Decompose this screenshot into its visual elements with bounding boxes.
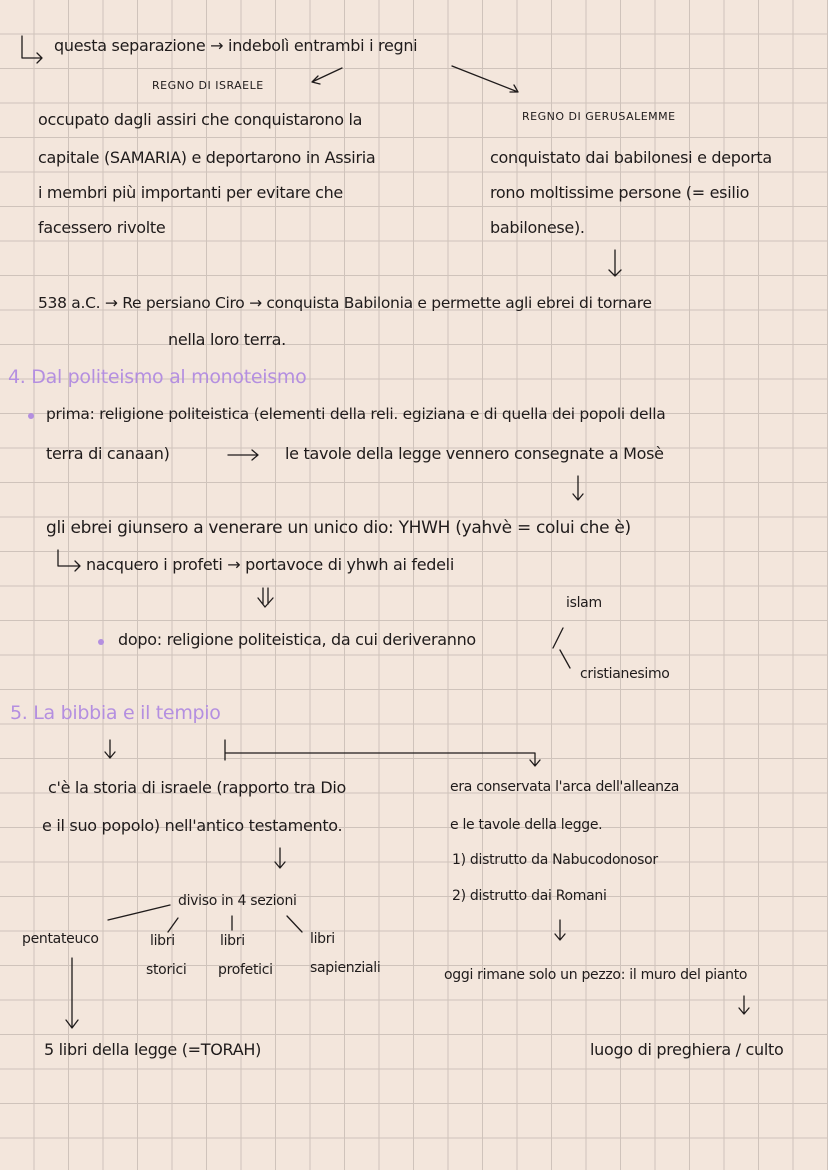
gerusalemme-line-2: rono moltissime persone (= esilio	[490, 183, 750, 202]
israele-line-2: capitale (SAMARIA) e deportarono in Assiria	[38, 148, 376, 167]
prima-line-2b: le tavole della legge vennero consegnate a Mosè	[285, 444, 664, 463]
regno-gerusalemme-title: REGNO DI GERUSALEMME	[522, 110, 676, 123]
libri-storici-1: libri	[150, 933, 175, 949]
section-5-heading: 5. La bibbia e il tempio	[10, 702, 221, 724]
bibbia-line-1: c'è la storia di israele (rapporto tra Dio	[48, 778, 346, 797]
libri-storici-2: storici	[146, 962, 187, 978]
arrow-down-icon	[739, 996, 749, 1014]
pentateuco-label: pentateuco	[22, 931, 99, 947]
cristianesimo-label: cristianesimo	[580, 666, 670, 682]
dopo-line: dopo: religione politeistica, da cui deriveranno	[118, 630, 476, 649]
arrow-down-icon	[66, 958, 78, 1028]
branch-line	[108, 905, 170, 920]
regno-israele-title: REGNO DI ISRAELE	[152, 79, 264, 92]
muro-pianto-line: oggi rimane solo un pezzo: il muro del pianto	[444, 967, 748, 983]
prima-line-1: prima: religione politeistica (elementi della reli. egiziana e di quella dei popoli della	[46, 405, 666, 423]
arrow-left-icon	[312, 68, 342, 84]
arrow-down-icon	[609, 250, 621, 276]
bullet-dot	[28, 413, 34, 419]
gerusalemme-line-1: conquistato dai babilonesi e deporta	[490, 148, 772, 167]
ciro-line-2: nella loro terra.	[168, 330, 286, 349]
libri-profetici-1: libri	[220, 933, 245, 949]
fork-line-icon	[553, 628, 570, 668]
tempio-line-2: e le tavole della legge.	[450, 817, 603, 833]
bullet-dot	[98, 639, 104, 645]
arrow-down-icon	[573, 476, 583, 500]
arrow-down-icon	[555, 920, 565, 940]
separazione-line: questa separazione → indebolì entrambi i regni	[54, 36, 418, 55]
luogo-preghiera-line: luogo di preghiera / culto	[590, 1040, 784, 1059]
libri-sapienziali-1: libri	[310, 931, 335, 947]
profeti-line: nacquero i profeti → portavoce di yhwh ai fedeli	[86, 555, 454, 574]
corner-arrow-icon	[22, 36, 42, 63]
dio-line: gli ebrei giunsero a venerare un unico dio: YHWH (yahvè = colui che è)	[46, 518, 631, 538]
israele-line-1: occupato dagli assiri che conquistarono la	[38, 110, 363, 129]
prima-line-2a: terra di canaan)	[46, 444, 170, 463]
gerusalemme-line-3: babilonese).	[490, 218, 585, 237]
branch-line	[287, 916, 302, 932]
torah-line: 5 libri della legge (=TORAH)	[44, 1040, 262, 1059]
islam-label: islam	[566, 595, 602, 611]
libri-sapienziali-2: sapienziali	[310, 960, 381, 976]
arrow-down-right-icon	[452, 66, 518, 92]
ciro-line-1: 538 a.C. → Re persiano Ciro → conquista Babilonia e permette agli ebrei di tornare	[38, 294, 652, 312]
corner-arrow-icon	[58, 550, 80, 571]
israele-line-4: facessero rivolte	[38, 218, 166, 237]
libri-profetici-2: profetici	[218, 962, 273, 978]
tempio-line-1: era conservata l'arca dell'alleanza	[450, 779, 680, 795]
bibbia-line-2: e il suo popolo) nell'antico testamento.	[42, 816, 343, 835]
branch-line	[168, 918, 178, 932]
israele-line-3: i membri più importanti per evitare che	[38, 183, 343, 202]
section-4-heading: 4. Dal politeismo al monoteismo	[8, 366, 307, 388]
double-arrow-down-icon	[258, 588, 273, 607]
diviso-label: diviso in 4 sezioni	[178, 893, 297, 909]
arrow-right-icon	[228, 450, 258, 460]
bracket-arrow-icon	[225, 740, 540, 766]
arrow-down-icon	[105, 740, 115, 758]
tempio-item-2: 2) distrutto dai Romani	[452, 888, 607, 904]
tempio-item-1: 1) distrutto da Nabucodonosor	[452, 852, 658, 868]
arrow-down-icon	[275, 848, 285, 868]
